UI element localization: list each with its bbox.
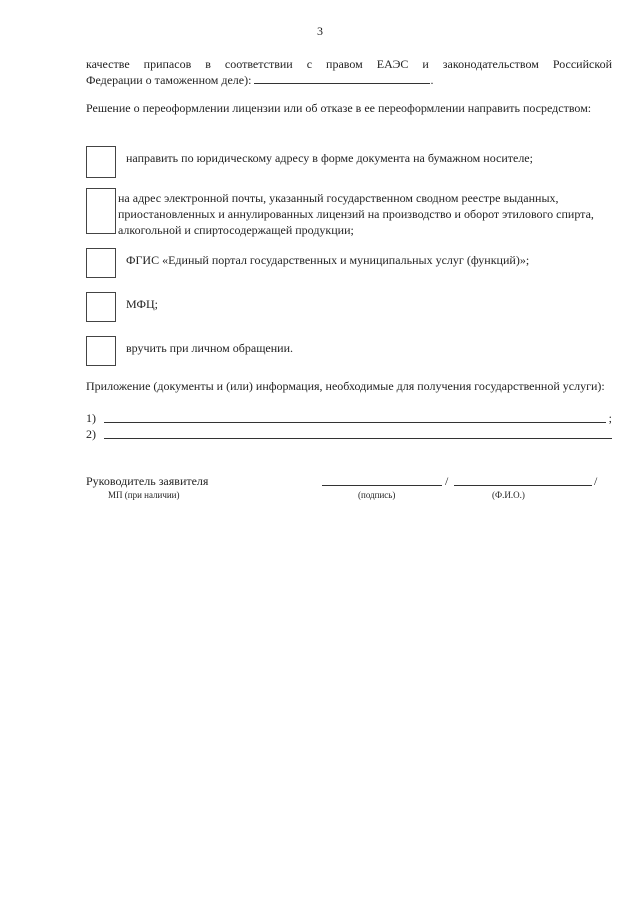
signature-separator: / [445, 474, 449, 488]
full-name-separator: / [594, 474, 598, 488]
attachment-item-1-blank[interactable] [104, 422, 606, 423]
goods-purpose-paragraph [86, 56, 612, 88]
attachment-item-2-number: 2) [86, 427, 96, 441]
signatory-title: Руководитель заявителя [86, 474, 209, 488]
paragraph-line-2-end: . [430, 73, 434, 87]
signature-caption: (подпись) [358, 490, 396, 500]
option-portal-label: ФГИС «Единый портал государственных и муниципальных услуг (функций)»; [126, 253, 530, 267]
full-name-caption: (Ф.И.О.) [492, 490, 525, 500]
option-email-label: на адрес электронной почты, указанный государственном сводном реестре выданных, приостановленных и аннулированных лицензий на производство и оборот этилового спирта, алкогольной и спиртосодержащей продукции; [118, 191, 594, 237]
attachment-item-1-end: ; [608, 411, 612, 425]
signature-blank[interactable] [322, 485, 442, 486]
attachment-item-2-blank[interactable] [104, 438, 612, 439]
option-postal-label: направить по юридическому адресу в форме документа на бумажном носителе; [126, 151, 533, 165]
attachment-item-2 [86, 426, 612, 442]
attachments-heading: Приложение (документы и (или) информация, необходимые для получения государственной услуги): [86, 379, 605, 393]
option-mfc-checkbox[interactable] [86, 292, 116, 322]
option-in-person-checkbox[interactable] [86, 336, 116, 366]
paragraph-line-2-text: Федерации о таможенном деле): [86, 73, 252, 87]
attachment-item-1-number: 1) [86, 411, 96, 425]
stamp-note: МП (при наличии) [108, 490, 180, 500]
option-portal-checkbox[interactable] [86, 248, 116, 278]
customs-blank-line[interactable] [254, 72, 430, 84]
option-mfc-label: МФЦ; [126, 297, 158, 311]
page-number: 3 [317, 24, 323, 38]
option-postal-checkbox[interactable] [86, 146, 116, 178]
attachment-item-1 [86, 410, 612, 426]
delivery-method-paragraph: Решение о переоформлении лицензии или об отказе в ее переоформлении направить посредством: [86, 101, 592, 115]
paragraph-line-1: качестве припасов в соответствии с правом ЕАЭС и законодательством Российской [86, 57, 612, 71]
full-name-blank[interactable] [454, 485, 592, 486]
option-in-person-label: вручить при личном обращении. [126, 341, 294, 355]
paragraph-line-2 [86, 72, 612, 88]
option-email-checkbox[interactable] [86, 188, 116, 234]
